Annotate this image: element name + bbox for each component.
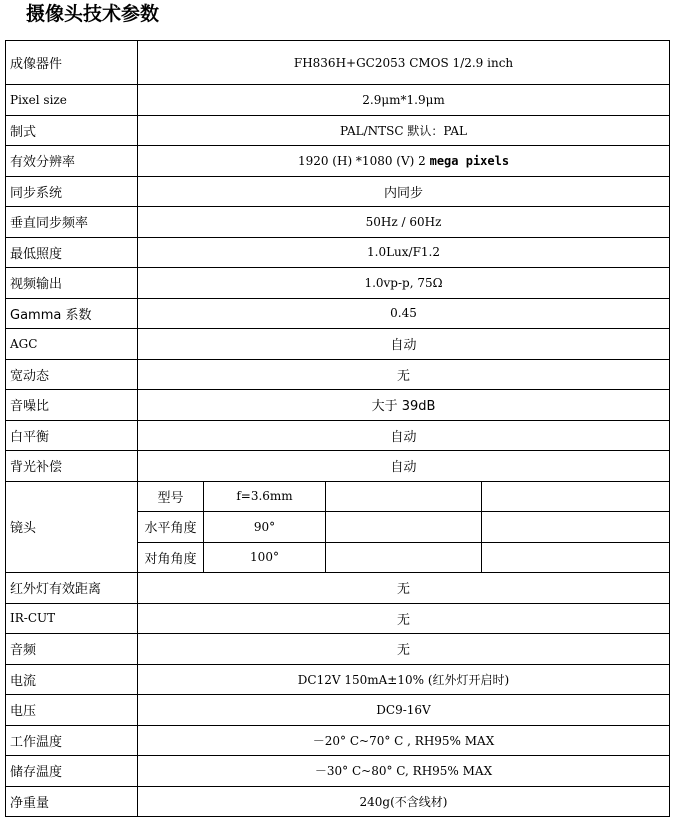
- table-row: [6, 451, 670, 482]
- lens-sub-value: f=3.6mm: [204, 481, 326, 512]
- table-row: [6, 329, 670, 360]
- spec-table: [5, 40, 670, 817]
- row-label: 红外灯有效距离: [6, 573, 138, 604]
- table-row: [6, 85, 670, 116]
- table-row: [6, 176, 670, 207]
- row-label: 电压: [6, 695, 138, 726]
- row-value: 240g(不含线材): [138, 786, 670, 817]
- row-value: －20° C~70° C , RH95% MAX: [138, 725, 670, 756]
- row-label: 背光补偿: [6, 451, 138, 482]
- row-label: IR-CUT: [6, 603, 138, 634]
- empty-cell: [482, 542, 670, 573]
- row-label: Gamma 系数: [6, 298, 138, 329]
- row-value: 无: [138, 603, 670, 634]
- lens-sub-label: 对角角度: [138, 542, 204, 573]
- row-value: 0.45: [138, 298, 670, 329]
- row-value: 自动: [138, 329, 670, 360]
- row-label: 垂直同步频率: [6, 207, 138, 238]
- row-value: 50Hz / 60Hz: [138, 207, 670, 238]
- lens-row: [6, 481, 670, 512]
- row-value: 1.0vp-p, 75Ω: [138, 268, 670, 299]
- table-row: [6, 634, 670, 665]
- row-label: 工作温度: [6, 725, 138, 756]
- row-label: 制式: [6, 115, 138, 146]
- row-label: 音噪比: [6, 390, 138, 421]
- table-row: [6, 695, 670, 726]
- row-value: PAL/NTSC 默认：PAL: [138, 115, 670, 146]
- row-value: 1.0Lux/F1.2: [138, 237, 670, 268]
- table-row: [6, 725, 670, 756]
- page-title: 摄像头技术参数: [26, 3, 160, 25]
- row-value: FH836H+GC2053 CMOS 1/2.9 inch: [138, 41, 670, 85]
- row-label: 宽动态: [6, 359, 138, 390]
- table-row: [6, 146, 670, 177]
- table-row: [6, 664, 670, 695]
- row-label: 最低照度: [6, 237, 138, 268]
- lens-sub-label: 型号: [138, 481, 204, 512]
- empty-cell: [326, 512, 482, 543]
- row-value: 自动: [138, 420, 670, 451]
- row-value: DC12V 150mA±10% (红外灯开启时): [138, 664, 670, 695]
- table-row: [6, 115, 670, 146]
- row-value: [138, 146, 670, 177]
- row-value: 大于 39dB: [138, 390, 670, 421]
- row-label: 电流: [6, 664, 138, 695]
- row-label: Pixel size: [6, 85, 138, 116]
- row-value: 自动: [138, 451, 670, 482]
- table-row: [6, 237, 670, 268]
- row-value: 无: [138, 573, 670, 604]
- row-value: DC9-16V: [138, 695, 670, 726]
- row-value: －30° C~80° C, RH95% MAX: [138, 756, 670, 787]
- table-row: [6, 603, 670, 634]
- empty-cell: [482, 512, 670, 543]
- row-label: 成像器件: [6, 41, 138, 85]
- row-label: 音频: [6, 634, 138, 665]
- table-row: [6, 41, 670, 85]
- empty-cell: [326, 481, 482, 512]
- row-label: 净重量: [6, 786, 138, 817]
- empty-cell: [482, 481, 670, 512]
- resolution-bold-text: mega pixels: [429, 153, 510, 168]
- row-label: 白平衡: [6, 420, 138, 451]
- row-value: 无: [138, 634, 670, 665]
- table-row: [6, 786, 670, 817]
- table-row: [6, 756, 670, 787]
- row-label: 有效分辨率: [6, 146, 138, 177]
- row-label: 视频输出: [6, 268, 138, 299]
- row-label: AGC: [6, 329, 138, 360]
- table-row: [6, 573, 670, 604]
- table-row: [6, 390, 670, 421]
- lens-sub-value: 100°: [204, 542, 326, 573]
- table-row: [6, 420, 670, 451]
- row-value: 2.9μm*1.9μm: [138, 85, 670, 116]
- row-label: 同步系统: [6, 176, 138, 207]
- table-row: [6, 298, 670, 329]
- lens-sub-label: 水平角度: [138, 512, 204, 543]
- lens-label: 镜头: [6, 481, 138, 573]
- table-row: [6, 207, 670, 238]
- lens-sub-value: 90°: [204, 512, 326, 543]
- resolution-text: 1920 (H) *1080 (V) 2: [297, 153, 430, 168]
- table-row: [6, 359, 670, 390]
- empty-cell: [326, 542, 482, 573]
- row-value: 内同步: [138, 176, 670, 207]
- row-label: 储存温度: [6, 756, 138, 787]
- table-row: [6, 268, 670, 299]
- row-value: 无: [138, 359, 670, 390]
